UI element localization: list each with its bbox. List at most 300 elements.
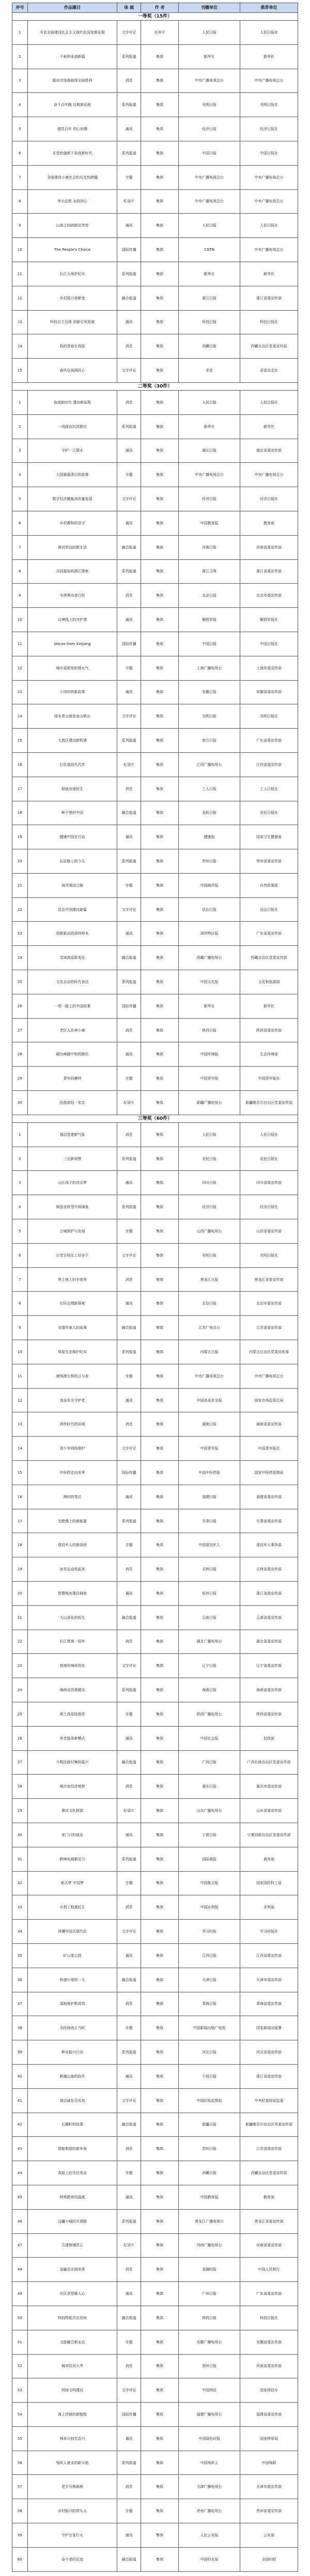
cell-author: 集体: [141, 873, 179, 897]
table-row: [12, 1799, 298, 1823]
cell-recommender: 教育部: [240, 511, 298, 535]
table-row: [12, 2064, 298, 2088]
cell-author: 集体: [141, 1171, 179, 1195]
table-row: [12, 1388, 298, 1412]
cell-title: 长江禁渔一周年: [27, 1630, 117, 1654]
cell-recommender: 湖南省委宣传部: [240, 1412, 298, 1437]
cell-author: 集体: [141, 2016, 179, 2040]
cell-unit: 甘肃日报: [179, 1509, 240, 1533]
table-row: [12, 994, 298, 1018]
cell-author: 集体: [141, 1219, 179, 1244]
cell-genre: 系列报道: [117, 1678, 141, 1702]
cell-unit: 安徽日报: [179, 680, 240, 704]
cell-no: 46: [12, 2209, 28, 2233]
table-row: [12, 2451, 298, 2475]
cell-recommender: 文化和旅游部: [240, 970, 298, 994]
cell-no: 49: [12, 2282, 28, 2306]
table-row: [12, 680, 298, 704]
cell-genre: 消息: [117, 2475, 141, 2499]
cell-genre: 通讯: [117, 1726, 141, 1750]
cell-author: 集体: [141, 1243, 179, 1267]
cell-author: 集体: [141, 414, 179, 439]
cell-genre: 专题: [117, 1702, 141, 1726]
cell-unit: 中央广播电视总台: [179, 69, 240, 93]
cell-recommender: 宁夏回族自治区党委宣传部: [240, 1823, 298, 1847]
cell-unit: 中国妇女报: [179, 2547, 240, 2571]
cell-no: 56: [12, 2451, 28, 2475]
cell-author: 集体: [141, 1750, 179, 1775]
cell-unit: 中国残疾人: [179, 2451, 240, 2475]
cell-no: 4: [12, 93, 28, 117]
cell-title: 全民阅读正当时: [27, 2016, 117, 2040]
cell-recommender: 贵州省委宣传部: [240, 2499, 298, 2523]
table-row: [12, 117, 298, 141]
cell-title: 湿地保护新成效: [27, 1992, 117, 2016]
cell-title: 在党的旗帜下奋进新时代: [27, 141, 117, 165]
cell-recommender: 辽宁省委宣传部: [240, 1654, 298, 1678]
table-row: [12, 1895, 298, 1920]
cell-genre: 通讯: [117, 439, 141, 463]
cell-genre: 通讯: [117, 2282, 141, 2306]
cell-author: 集体: [141, 1847, 179, 1871]
cell-genre: 文字评论: [117, 2088, 141, 2113]
cell-genre: 消息: [117, 2137, 141, 2161]
cell-recommender: 国家网信办: [240, 2378, 298, 2403]
cell-recommender: 国家新闻出版署: [240, 2016, 298, 2040]
cell-unit: 求是: [179, 359, 240, 383]
cell-unit: 新疆日报: [179, 2113, 240, 2137]
cell-author: 集体: [141, 2282, 179, 2306]
cell-title: 健康中国在行动: [27, 825, 117, 849]
cell-no: 10: [12, 1340, 28, 1364]
cell-title: 城市夜经济观察: [27, 1775, 117, 1799]
cell-recommender: 中国青年报社: [240, 1437, 298, 1461]
cell-title: 乡村振兴的带头人: [27, 2499, 117, 2523]
cell-author: 集体: [141, 310, 179, 334]
cell-genre: 系列报道: [117, 1340, 141, 1364]
cell-genre: 国际传播: [117, 632, 141, 656]
cell-unit: 贵州广播电视台: [179, 2499, 240, 2523]
cell-title: 我的青春在高原: [27, 334, 117, 359]
table-row: [12, 21, 298, 45]
cell-no: 12: [12, 656, 28, 680]
table-row: [12, 1340, 298, 1364]
cell-unit: 中国绿色时报: [179, 2426, 240, 2451]
table-row: [12, 487, 298, 511]
cell-recommender: 人民日报社: [240, 214, 298, 238]
cell-title: 老区人民奔小康: [27, 1018, 117, 1042]
cell-unit: 新华社: [179, 994, 240, 1018]
cell-title: 伟大征程 永恒初心: [27, 189, 117, 214]
cell-title: 高铁时代的县城: [27, 1412, 117, 1437]
cell-genre: 专题: [117, 1871, 141, 1895]
cell-genre: 系列报道: [117, 849, 141, 874]
table-row: [12, 1292, 298, 1316]
cell-title: 大湾区建设新机遇: [27, 729, 117, 753]
header-no: 序号: [12, 3, 28, 13]
cell-title: 种业振兴行动: [27, 2040, 117, 2065]
cell-unit: 郑州日报: [179, 2354, 240, 2378]
cell-recommender: 湖北省委宣传部: [240, 1630, 298, 1654]
cell-no: 20: [12, 1582, 28, 1606]
cell-genre: 纪录片: [117, 1799, 141, 1823]
cell-genre: 融合报道: [117, 2306, 141, 2330]
cell-recommender: 科技日报社: [240, 310, 298, 334]
table-row: [12, 1871, 298, 1895]
cell-genre: 文字评论: [117, 2378, 141, 2403]
cell-recommender: 陕西省委宣传部: [240, 1702, 298, 1726]
cell-no: 44: [12, 2161, 28, 2185]
cell-recommender: 学习时报社: [240, 1920, 298, 1944]
cell-title: 碳达峰碳中和的路径: [27, 1042, 117, 1067]
cell-no: 16: [12, 752, 28, 777]
cell-recommender: 甘肃省委宣传部: [240, 1509, 298, 1533]
cell-recommender: 浙江省委宣传部: [240, 559, 298, 584]
cell-no: 13: [12, 310, 28, 334]
header-recommender: 推荐单位: [240, 3, 298, 13]
cell-unit: 福建日报: [179, 1485, 240, 1509]
cell-recommender: 求是杂志社: [240, 359, 298, 383]
table-row: [12, 334, 298, 359]
cell-genre: 系列报道: [117, 141, 141, 165]
cell-title: 奋斗者的足迹: [27, 2547, 117, 2571]
cell-recommender: 国家国防科工局: [240, 1871, 298, 1895]
cell-author: 集体: [141, 608, 179, 632]
cell-author: 集体: [141, 511, 179, 535]
cell-unit: 农民日报: [179, 1147, 240, 1171]
cell-genre: 文字评论: [117, 897, 141, 922]
table-row: [12, 1461, 298, 1485]
cell-no: 57: [12, 2475, 28, 2499]
cell-unit: 新疆广播电视台: [179, 1091, 240, 1115]
cell-no: 18: [12, 801, 28, 825]
cell-recommender: 退役军人事务部: [240, 1533, 298, 1557]
cell-genre: 系列报道: [117, 1147, 141, 1171]
cell-genre: 专题: [117, 165, 141, 189]
section-label: 二等奖（30件）: [12, 382, 298, 390]
cell-title: 千秋伟业谱新篇: [27, 44, 117, 69]
section-label: 三等奖（60件）: [12, 1115, 298, 1122]
table-row: [12, 2499, 298, 2523]
cell-recommender: 国家市场监管总局: [240, 1388, 298, 1412]
cell-genre: 纪录片: [117, 2233, 141, 2258]
cell-author: 集体: [141, 825, 179, 849]
cell-no: 19: [12, 1557, 28, 1582]
table-row: [12, 801, 298, 825]
table-row: [12, 656, 298, 680]
cell-recommender: 国家中医药管理局: [240, 1461, 298, 1485]
cell-unit: 国际商报: [179, 1847, 240, 1871]
cell-genre: 融合报道: [117, 1605, 141, 1630]
table-row: [12, 310, 298, 334]
cell-title: 海上丝路的新航程: [27, 2403, 117, 2427]
cell-unit: 法治日报: [179, 897, 240, 922]
cell-author: 集体: [141, 535, 179, 559]
cell-unit: 工人日报: [179, 777, 240, 801]
cell-unit: 西藏日报: [179, 334, 240, 359]
cell-genre: 消息: [117, 1630, 141, 1654]
cell-title: 一带一路上的中国故事: [27, 994, 117, 1018]
cell-author: 集体: [141, 238, 179, 262]
cell-author: 集体: [141, 463, 179, 487]
table-row: [12, 1630, 298, 1654]
cell-genre: 系列报道: [117, 44, 141, 69]
cell-author: 集体: [141, 487, 179, 511]
cell-author: 集体: [141, 994, 179, 1018]
table-row: [12, 2378, 298, 2403]
cell-author: 集体: [141, 1678, 179, 1702]
table-row: [12, 262, 298, 286]
table-row: [12, 729, 298, 753]
cell-unit: 北京日报: [179, 584, 240, 608]
cell-author: 集体: [141, 1509, 179, 1533]
cell-no: 51: [12, 2330, 28, 2354]
cell-recommender: 贵州省委宣传部: [240, 849, 298, 874]
cell-no: 28: [12, 1042, 28, 1067]
table-row: [12, 1605, 298, 1630]
cell-title: 金融活水润实体: [27, 2258, 117, 2282]
cell-title: 高原上的光伏电站: [27, 2161, 117, 2185]
cell-recommender: 农民日报社: [240, 801, 298, 825]
cell-no: 15: [12, 1461, 28, 1485]
cell-unit: 中国社会报: [179, 1726, 240, 1750]
cell-author: 集体: [141, 1775, 179, 1799]
cell-recommender: 河北省委宣传部: [240, 2040, 298, 2065]
cell-title: 长征路上的今天: [27, 849, 117, 874]
table-row: [12, 1726, 298, 1750]
cell-no: 5: [12, 487, 28, 511]
cell-author: 集体: [141, 117, 179, 141]
table-row: [12, 2040, 298, 2065]
cell-author: 集体: [141, 1437, 179, 1461]
table-row: [12, 2233, 298, 2258]
cell-no: 17: [12, 1509, 28, 1533]
cell-title: 海南自贸港建设: [27, 1678, 117, 1702]
cell-author: 集体: [141, 2354, 179, 2378]
cell-genre: 通讯: [117, 511, 141, 535]
cell-title: 水利工程惠民生: [27, 1895, 117, 1920]
cell-recommender: 浙江省委宣传部: [240, 2064, 298, 2088]
cell-title: 营商环境再优化: [27, 1654, 117, 1678]
cell-genre: 通讯: [117, 1042, 141, 1067]
table-row: [12, 1920, 298, 1944]
cell-title: 跨越山海的协作: [27, 2064, 117, 2088]
cell-no: 7: [12, 1267, 28, 1292]
cell-author: 集体: [141, 1195, 179, 1219]
cell-unit: 学习时报: [179, 1920, 240, 1944]
cell-title: 小岗村的新故事: [27, 680, 117, 704]
cell-title: 戈壁滩上的新能源: [27, 1509, 117, 1533]
cell-title: 全面建成小康社会的历史性跨越: [27, 165, 117, 189]
cell-unit: 辽宁日报: [179, 1654, 240, 1678]
cell-recommender: 国家林草局: [240, 2426, 298, 2451]
cell-recommender: 黑龙江省委宣传部: [240, 2209, 298, 2233]
table-row: [12, 777, 298, 801]
cell-no: 21: [12, 873, 28, 897]
cell-unit: 中国青年报: [179, 1437, 240, 1461]
cell-unit: 河南日报: [179, 535, 240, 559]
cell-unit: 浙江日报: [179, 286, 240, 310]
table-row: [12, 189, 298, 214]
table-row: [12, 922, 298, 946]
cell-genre: 通讯: [117, 2064, 141, 2088]
cell-title: 智慧城市建设调查: [27, 1582, 117, 1606]
cell-unit: 北京日报: [179, 1292, 240, 1316]
cell-genre: 消息: [117, 584, 141, 608]
cell-genre: 专题: [117, 1067, 141, 1091]
header-genre: 体 裁: [117, 3, 141, 13]
cell-no: 8: [12, 559, 28, 584]
cell-no: 1: [12, 1122, 28, 1147]
table-row: [12, 1042, 298, 1067]
cell-genre: 国际传播: [117, 1461, 141, 1485]
cell-genre: 消息: [117, 69, 141, 93]
cell-author: 集体: [141, 1726, 179, 1750]
table-row: [12, 752, 298, 777]
cell-genre: 消息: [117, 1412, 141, 1437]
cell-no: 31: [12, 1847, 28, 1871]
header-unit: 刊播单位: [179, 3, 240, 13]
cell-author: 集体: [141, 1340, 179, 1364]
cell-no: 1: [12, 21, 28, 45]
cell-author: 集体: [141, 970, 179, 994]
cell-recommender: 新华社: [240, 414, 298, 439]
cell-recommender: 安徽省委宣传部: [240, 680, 298, 704]
cell-no: 52: [12, 2354, 28, 2378]
cell-recommender: 新华社: [240, 994, 298, 1018]
cell-author: 集体: [141, 559, 179, 584]
cell-genre: 专题: [117, 2330, 141, 2354]
cell-title: 民族团结一家亲: [27, 1091, 117, 1115]
cell-no: 32: [12, 1871, 28, 1895]
cell-author: 集体: [141, 2378, 179, 2403]
cell-title: 守护一江碧水: [27, 439, 117, 463]
cell-recommender: 解放军报社: [240, 608, 298, 632]
table-row: [12, 559, 298, 584]
cell-title: 矿山变公园: [27, 1943, 117, 1968]
cell-no: 25: [12, 1702, 28, 1726]
cell-genre: 系列报道: [117, 414, 141, 439]
cell-genre: 融合报道: [117, 2113, 141, 2137]
cell-recommender: 新疆维吾尔自治区党委宣传部: [240, 2113, 298, 2137]
cell-no: 34: [12, 1920, 28, 1944]
cell-recommender: 河南省委宣传部: [240, 535, 298, 559]
cell-unit: 黑龙江日报: [179, 1267, 240, 1292]
cell-no: 22: [12, 1630, 28, 1654]
cell-author: 集体: [141, 214, 179, 238]
cell-title: 让老百姓住上好房子: [27, 1243, 117, 1267]
cell-no: 25: [12, 970, 28, 994]
table-row: [12, 1219, 298, 1244]
cell-unit: 中国青年报: [179, 1067, 240, 1091]
cell-recommender: 云南省委宣传部: [240, 1605, 298, 1630]
cell-title: 冬奥筹办进行时: [27, 584, 117, 608]
table-row: [12, 584, 298, 608]
table-row: [12, 1678, 298, 1702]
cell-unit: 中国新闻出版广电报: [179, 2016, 240, 2040]
cell-no: 6: [12, 511, 28, 535]
cell-author: 集体: [141, 1799, 179, 1823]
cell-unit: 人民日报: [179, 21, 240, 45]
cell-genre: 消息: [117, 2354, 141, 2378]
table-row: [12, 849, 298, 874]
header-title: 作品题目: [27, 3, 117, 13]
cell-recommender: 西藏自治区党委宣传部: [240, 334, 298, 359]
cell-genre: 文字评论: [117, 487, 141, 511]
cell-unit: 中央广播电视总台: [179, 463, 240, 487]
cell-author: 集体: [141, 897, 179, 922]
cell-unit: CGTN: [179, 238, 240, 262]
cell-author: 集体: [141, 2040, 179, 2065]
cell-unit: 苏州日报: [179, 2137, 240, 2161]
cell-title: 古建修缮匠心: [27, 2233, 117, 2258]
table-row: [12, 238, 298, 262]
cell-recommender: 江苏省委宣传部: [240, 1316, 298, 1340]
cell-title: 青年的模样: [27, 1067, 117, 1091]
cell-no: 6: [12, 1243, 28, 1267]
cell-unit: 云南日报: [179, 1605, 240, 1630]
cell-no: 50: [12, 2306, 28, 2330]
table-row: [12, 1267, 298, 1292]
cell-recommender: 自然资源部: [240, 873, 298, 897]
cell-author: 集体: [141, 1364, 179, 1388]
cell-no: 21: [12, 1605, 28, 1630]
cell-author: 集体: [141, 2306, 179, 2330]
table-row: [12, 2354, 298, 2378]
cell-recommender: 吉林省委宣传部: [240, 1557, 298, 1582]
cell-genre: 系列报道: [117, 970, 141, 994]
cell-genre: 通讯: [117, 680, 141, 704]
table-row: [12, 390, 298, 414]
table-row: [12, 2185, 298, 2209]
cell-recommender: 中国青年报社: [240, 1067, 298, 1091]
cell-genre: 文字评论: [117, 1437, 141, 1461]
cell-title: 智能制造的新车间: [27, 2137, 117, 2161]
cell-genre: 文字评论: [117, 704, 141, 729]
table-row: [12, 1018, 298, 1042]
cell-no: 36: [12, 1968, 28, 1992]
cell-genre: 通讯: [117, 1171, 141, 1195]
cell-unit: 解放军报: [179, 608, 240, 632]
cell-no: 10: [12, 238, 28, 262]
cell-unit: 江苏广电总台: [179, 1316, 240, 1340]
cell-title: 奋斗百年路 启航新征程: [27, 93, 117, 117]
table-row: [12, 141, 298, 165]
table-row: [12, 2547, 298, 2571]
cell-author: 集体: [141, 141, 179, 165]
cell-no: 5: [12, 117, 28, 141]
cell-no: 45: [12, 2185, 28, 2209]
cell-no: 3: [12, 439, 28, 463]
cell-unit: 西藏日报: [179, 2161, 240, 2185]
award-table: [12, 3, 298, 2572]
cell-no: 4: [12, 1195, 28, 1219]
table-row: [12, 825, 298, 849]
cell-title: 渔村的变迁: [27, 1485, 117, 1509]
cell-title: 大山深处的医生: [27, 1605, 117, 1630]
cell-unit: 中国食品安全报: [179, 1388, 240, 1412]
cell-author: 集体: [141, 729, 179, 753]
cell-title: 创新驱动的深圳样本: [27, 922, 117, 946]
cell-genre: 消息: [117, 777, 141, 801]
cell-unit: 海南日报: [179, 1678, 240, 1702]
cell-recommender: 民政部: [240, 1726, 298, 1750]
cell-recommender: 河南省委宣传部: [240, 2354, 298, 2378]
cell-genre: 融合报道: [117, 286, 141, 310]
cell-title: 开启全面建设社会主义现代化国家新征程: [27, 21, 117, 45]
cell-recommender: 工人日报社: [240, 777, 298, 801]
cell-unit: 中国退役军人: [179, 1533, 240, 1557]
